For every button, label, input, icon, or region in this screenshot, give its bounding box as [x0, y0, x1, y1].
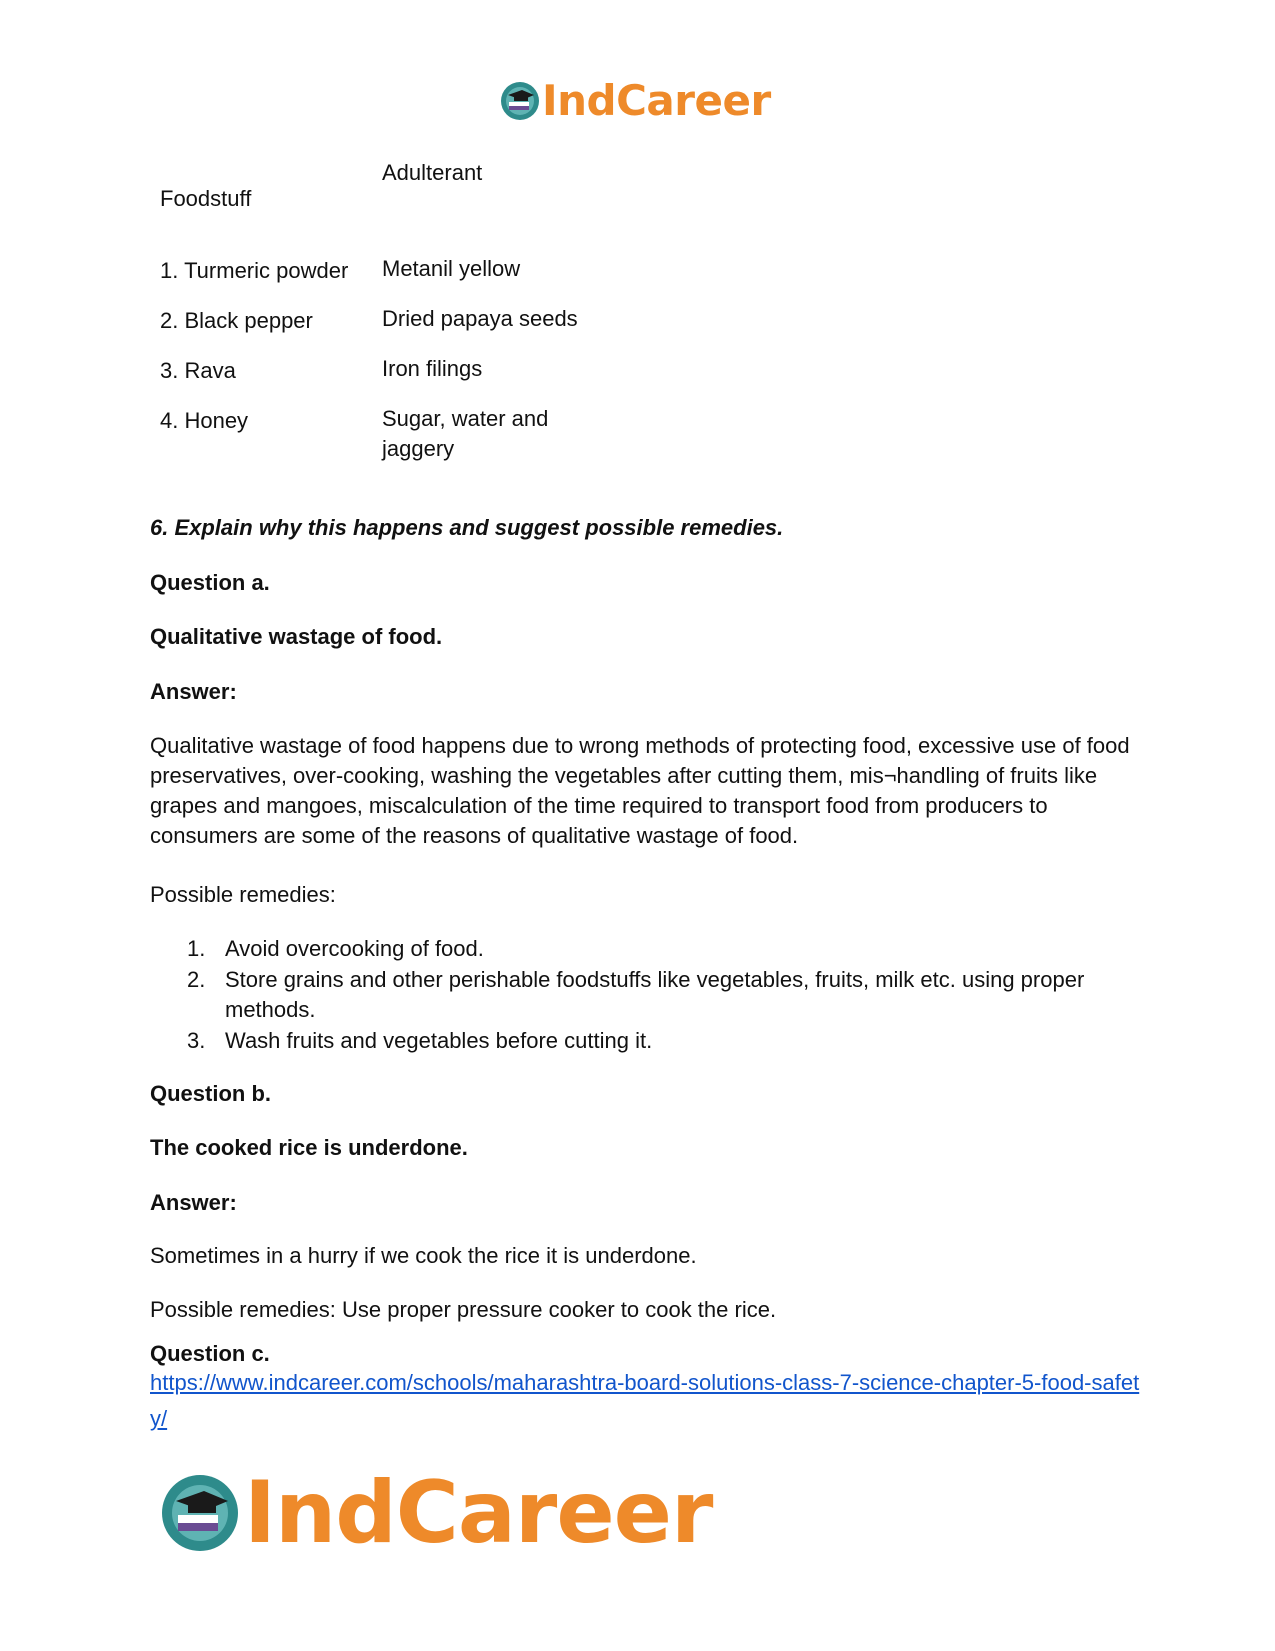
- foodstuff-cell: 4. Honey: [160, 408, 249, 433]
- column-header-adulterant: Adulterant: [382, 160, 483, 185]
- list-item-number: 3.: [187, 1027, 206, 1053]
- footer-logo-text: IndCareer: [244, 1463, 713, 1563]
- list-item: [150, 934, 1130, 965]
- list-item-number: 2.: [187, 966, 206, 992]
- adulterant-cell: Iron filings: [382, 356, 483, 381]
- question-b-label: Question b.: [150, 1081, 271, 1106]
- answer-b-label: Answer:: [150, 1190, 237, 1215]
- adulterant-cell: Dried papaya seeds: [382, 306, 578, 331]
- list-item-text: Wash fruits and vegetables before cutting it.: [225, 1027, 653, 1053]
- header-logo: [500, 76, 771, 125]
- answer-a-label: Answer:: [150, 679, 237, 704]
- list-item-text: Avoid overcooking of food.: [225, 936, 484, 961]
- column-header-foodstuff: Foodstuff: [160, 186, 252, 211]
- adulterant-cell: Metanil yellow: [382, 256, 521, 281]
- source-url-link[interactable]: https://www.indcareer.com/schools/maharashtra-board-solutions-class-7-science-chapter-5-food-safety/: [150, 1370, 1140, 1431]
- answer-b-paragraph: Sometimes in a hurry if we cook the rice it is underdone.: [150, 1243, 697, 1268]
- answer-b-remedy: Possible remedies: Use proper pressure cooker to cook the rice.: [150, 1297, 777, 1322]
- footer-logo: [160, 1463, 713, 1563]
- header-logo-text: IndCareer: [542, 76, 771, 125]
- remedies-list: [150, 934, 1130, 1056]
- list-item: [150, 1026, 1130, 1057]
- list-item: [150, 965, 1130, 1026]
- remedies-label: Possible remedies:: [150, 882, 336, 907]
- question-b-text: The cooked rice is underdone.: [150, 1135, 468, 1160]
- answer-a-paragraph: Qualitative wastage of food happens due to wrong methods of protecting food, excessive use of food preservatives, over-cooking, washing the vegetables after cutting them, mis¬handling of fruits like grapes and mangoes, miscalculation of the time required to transport food from producers to consumers are some of the reasons of qualitative wastage of food.: [150, 733, 1130, 848]
- list-item-number: 1.: [187, 936, 206, 961]
- foodstuff-cell: 2. Black pepper: [160, 308, 313, 333]
- list-item-text: Store grains and other perishable foodstuffs like vegetables, fruits, milk etc. using proper methods.: [225, 966, 1085, 1022]
- graduation-book-icon: [500, 81, 540, 121]
- foodstuff-cell: 3. Rava: [160, 358, 236, 383]
- adulterant-cell: Sugar, water and jaggery: [382, 406, 549, 461]
- question-a-label: Question a.: [150, 570, 270, 595]
- section-heading: 6. Explain why this happens and suggest possible remedies.: [150, 515, 784, 540]
- question-c-label: Question c.: [150, 1341, 270, 1366]
- graduation-book-icon: [160, 1473, 240, 1553]
- question-a-text: Qualitative wastage of food.: [150, 624, 443, 649]
- foodstuff-cell: 1. Turmeric powder: [160, 258, 349, 283]
